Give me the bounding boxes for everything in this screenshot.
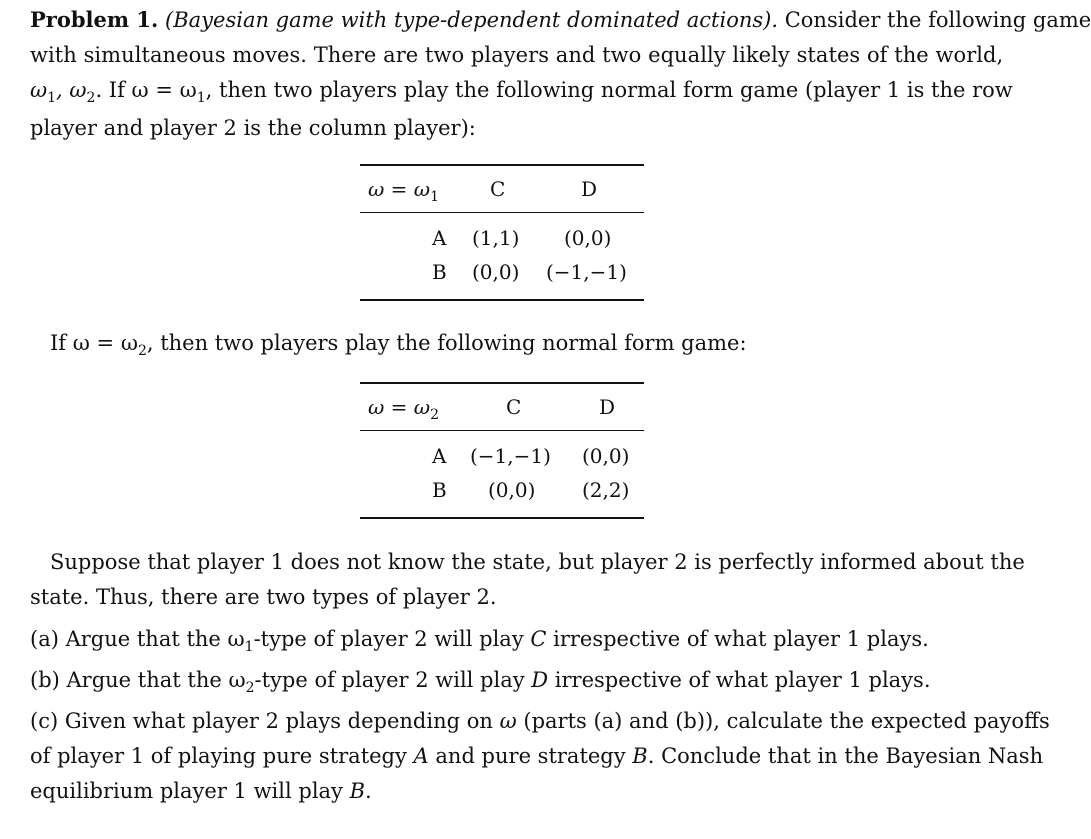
table-row: [360, 473, 644, 507]
part-a-text: (a) Argue that the ω: [30, 627, 245, 651]
part-a-text: irrespective of what player 1 plays.: [546, 627, 929, 651]
payoff-table-state-1: [360, 164, 644, 301]
row-label: B: [432, 478, 447, 502]
state-label: $\omega = \omega_2$: [368, 395, 440, 423]
subscript: 1: [47, 90, 57, 106]
intro-line-3: [30, 73, 1013, 111]
part-c-text: of player 1 of playing pure strategy: [30, 744, 414, 768]
part-b-text: (b) Argue that the ω: [30, 668, 246, 692]
table-header-row: [360, 166, 644, 212]
middle-text-b: , then two players play the following normal form game:: [146, 331, 747, 355]
suppose-paragraph: [30, 545, 1025, 615]
math-var: B: [349, 779, 366, 803]
part-a: [30, 622, 975, 660]
middle-text-a: If ω = ω: [50, 331, 138, 355]
payoff-cell: (−1,−1): [546, 260, 627, 284]
math-var: C: [530, 627, 547, 651]
problem-intro: [30, 2, 1091, 146]
math-var: D: [531, 668, 549, 692]
part-c-text: and pure strategy: [428, 744, 633, 768]
table-row: [360, 221, 644, 255]
payoff-cell: (−1,−1): [470, 444, 551, 468]
column-header-d: D: [599, 395, 616, 419]
subscript: 2: [245, 680, 255, 696]
part-c-line-1: [30, 704, 1050, 739]
intro-condition: . If ω = ω: [95, 78, 197, 102]
table-bottom-rule: [360, 299, 644, 301]
payoff-table-state-2: [360, 382, 644, 519]
math-var: ω: [499, 709, 517, 733]
part-c-line-2: [30, 739, 1044, 774]
column-header-c: C: [506, 395, 522, 419]
suppose-line-1: Suppose that player 1 does not know the state, but player 2 is perfectly informed about the: [50, 550, 1025, 574]
table-row: [360, 439, 644, 473]
omega-symbol: , ω: [56, 78, 87, 102]
table-header-row: [360, 384, 644, 430]
intro-line-1: [30, 2, 1091, 38]
part-c-text: .: [365, 779, 372, 803]
part-a-text: -type of player 2 will play: [253, 627, 531, 651]
part-c-text: (parts (a) and (b)), calculate the expected payoffs: [516, 709, 1050, 733]
payoff-cell: (0,0): [564, 226, 612, 250]
row-label: B: [432, 260, 447, 284]
part-c-text: . Conclude that in the Bayesian Nash: [647, 744, 1044, 768]
payoff-cell: (0,0): [472, 260, 520, 284]
subscript: 2: [86, 90, 96, 106]
math-var: A: [413, 744, 429, 768]
table-row: [360, 255, 644, 289]
suppose-line-2: state. Thus, there are two types of player 2.: [30, 585, 497, 609]
row-label: A: [432, 226, 447, 250]
table-bottom-rule: [360, 517, 644, 519]
column-header-c: C: [490, 177, 506, 201]
subscript: 1: [244, 639, 254, 655]
math-var: B: [632, 744, 648, 768]
row-label: A: [432, 444, 447, 468]
part-b-text: -type of player 2 will play: [254, 668, 532, 692]
payoff-cell: (1,1): [472, 226, 520, 250]
subscript: 1: [196, 90, 206, 106]
part-c-text: equilibrium player 1 will play: [30, 779, 350, 803]
part-c-text: (c) Given what player 2 plays depending on: [30, 709, 500, 733]
intro-line-3-rest: , then two players play the following normal form game (player 1 is the row: [205, 78, 1013, 102]
subscript: 2: [137, 343, 147, 359]
intro-line-1-rest: Consider the following game: [784, 8, 1091, 32]
part-b-text: irrespective of what player 1 plays.: [548, 668, 931, 692]
payoff-cell: (0,0): [582, 444, 630, 468]
intro-line-4: player and player 2 is the column player):: [30, 116, 476, 140]
column-header-d: D: [581, 177, 598, 201]
problem-label: Problem 1.: [30, 7, 159, 32]
state-label: $\omega = \omega_1$: [368, 177, 440, 205]
payoff-cell: (2,2): [582, 478, 630, 502]
problem-title: (Bayesian game with type-dependent dominated actions).: [165, 8, 779, 32]
intro-line-2: with simultaneous moves. There are two players and two equally likely states of the world,: [30, 43, 1004, 67]
part-c-line-3: [30, 774, 975, 809]
omega-symbol: ω: [30, 78, 48, 102]
payoff-cell: (0,0): [488, 478, 536, 502]
state-2-intro: [50, 326, 747, 364]
part-c: [30, 704, 1050, 809]
part-b: [30, 663, 975, 701]
